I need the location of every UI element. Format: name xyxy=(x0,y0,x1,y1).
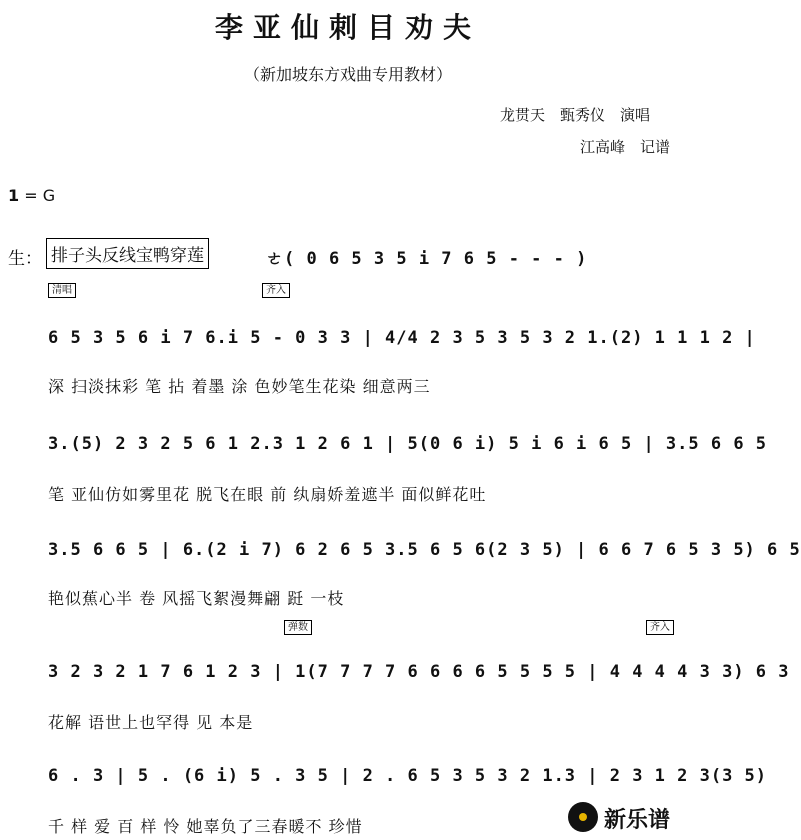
tag-tandiao: 弹数 xyxy=(284,620,312,635)
site-logo xyxy=(566,800,694,836)
performers-credit: 龙贯天 甄秀仪 演唱 xyxy=(500,106,651,124)
tag-qiru-2: 齐入 xyxy=(646,620,674,635)
lyric-line: 花解 语世上也罕得 见 本是 xyxy=(48,713,254,732)
page-subtitle: （新加坡东方戏曲专用教材） xyxy=(243,65,452,84)
lyric-line: 深 扫淡抹彩 笔 拈 着墨 涂 色妙笔生花染 细意两三 xyxy=(48,377,431,396)
key-signature xyxy=(8,186,55,205)
tune-name-box: 排子头反线宝鸭穿莲 xyxy=(46,238,209,269)
notation-line: 6 5 3 5 6 i 7 6.i 5 - 0 3 3 | 4/4 2 3 5 3 5 3 2 1.(2) 1 1 1 2 | xyxy=(48,328,756,348)
notation-line: 3.5 6 6 5 | 6.(2 i 7) 6 2 6 5 3.5 6 5 6(2 3 5) | 6 6 7 6 5 3 5) 6 5 xyxy=(48,540,801,560)
transcriber-credit: 江高峰 记谱 xyxy=(580,138,671,156)
tag-qiru-1: 齐入 xyxy=(262,283,290,298)
record-disc-icon xyxy=(568,802,598,832)
tag-qingchang: 清唱 xyxy=(48,283,76,298)
notation-line: 3.(5) 2 3 2 5 6 1 2.3 1 2 6 1 | 5(0 6 i) 5 i 6 i 6 5 | 3.5 6 6 5 xyxy=(48,434,768,454)
lyric-line: 艳似蕉心半 卷 风摇飞絮漫舞翩 跹 一枝 xyxy=(48,589,345,608)
lyric-line: 千 样 爱 百 样 怜 她辜负了三春暖不 珍惜 xyxy=(48,817,363,836)
notation-line: 6 . 3 | 5 . (6 i) 5 . 3 5 | 2 . 6 5 3 5 3 2 1.3 | 2 3 1 2 3(3 5) xyxy=(48,766,768,786)
logo-text: 新乐谱 xyxy=(604,808,671,833)
page-title: 李亚仙刺目劝夫 xyxy=(214,11,481,44)
notation-line: 3 2 3 2 1 7 6 1 2 3 | 1(7 7 7 7 6 6 6 6 5 5 5 5 | 4 4 4 4 3 3) 6 3 xyxy=(48,662,790,682)
key-one: 1 xyxy=(8,186,20,205)
notation-line: ㄜ( 0 6 5 3 5 i 7 6 5 - - - ) xyxy=(266,249,588,269)
lyric-line: 笔 亚仙仿如雾里花 脱飞在眼 前 纨扇娇羞遮半 面似鲜花吐 xyxy=(48,485,487,504)
key-equals: = G xyxy=(19,186,56,205)
role-label: 生： xyxy=(8,249,42,269)
